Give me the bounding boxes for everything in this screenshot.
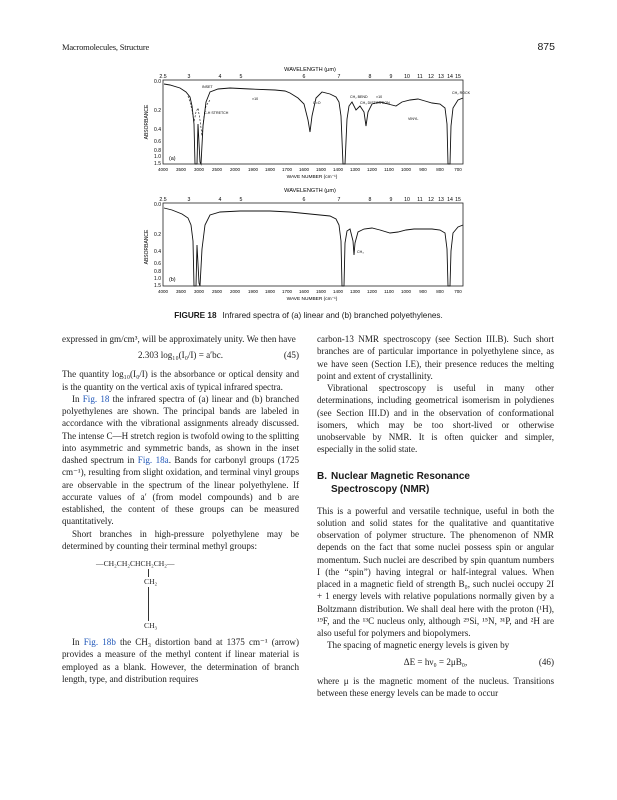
top-tick-label: 7 <box>337 197 341 203</box>
top-tick-label: 5 <box>239 197 243 203</box>
top-tick-label: 4 <box>218 197 222 203</box>
y-tick-label: 0.8 <box>154 269 161 275</box>
annotation-x10-right: ×10 <box>376 95 383 99</box>
figure-caption-text: Infrared spectra of (a) linear and (b) branched polyethylenes. <box>222 311 443 320</box>
bottom-tick-label: 1200 <box>366 167 378 172</box>
bottom-tick-label: 700 <box>454 289 462 294</box>
top-tick-label: 2.5 <box>159 197 167 203</box>
bottom-tick-label: 4000 <box>157 167 169 172</box>
bottom-tick-label: 800 <box>436 167 444 172</box>
paragraph: expressed in gm/cm³, will be approximately unity. We then have <box>62 334 296 344</box>
y-tick-label: 1.5 <box>154 283 161 289</box>
bottom-tick-label: 3500 <box>175 167 187 172</box>
bottom-axis-title-b: WAVE NUMBER (cm⁻¹) <box>286 297 338 302</box>
top-tick-label: 11 <box>417 74 423 80</box>
top-tick-label: 4 <box>218 74 222 80</box>
top-tick-label: 14 <box>447 74 453 80</box>
spectrum-trace-b <box>164 208 463 286</box>
spectrum-panel-a <box>140 64 480 186</box>
bottom-tick-label: 1100 <box>384 167 394 172</box>
bottom-tick-label: 2500 <box>211 289 223 294</box>
top-tick-label: 9 <box>389 197 393 203</box>
bottom-tick-label: 900 <box>419 289 427 294</box>
top-tick-label: 8 <box>368 197 372 203</box>
bottom-tick-label: 2500 <box>211 167 223 172</box>
annotation-ch3-distortion: CH₃ DISTORTION <box>360 101 390 105</box>
paragraph: Vibrational spectroscopy is useful in many other determinations, including geometrical isomerism in polydienes (see Section III.D) and in the observation of conformational isomers, which may be too short-lived or otherwise unobservable by NMR. It is often quicker and simpler, especially in the solid state. <box>317 383 554 455</box>
paragraph: where μ is the magnetic moment of the nucleus. Transitions between these energy levels can be made to occur <box>317 675 554 698</box>
top-tick-label: 6 <box>302 74 306 80</box>
equation-body: ΔE = hν₀ = 2μB₀, <box>403 656 468 667</box>
text-run: the CH₃ distortion band at 1375 cm⁻¹ (arrow) provides a measure of the methyl content if linear material is employed as a blank. However, the determination of branch length, type, and distribution requires <box>62 637 299 684</box>
bottom-tick-label: 1500 <box>315 167 327 172</box>
text-run: In <box>72 393 83 404</box>
bottom-tick-label: 1300 <box>349 167 361 172</box>
section-title-line2: Spectroscopy (NMR) <box>331 483 430 495</box>
annotation-ch3: CH₃ <box>357 250 364 254</box>
text-run: . Bands for carbonyl groups (1725 cm⁻¹), resulting from slight oxidation, and terminal vinyl groups are observable in the spectrum of the linear polyethylene. If accurate values of a′ (from model compounds) and b are established, the content of these groups can be measured quantitatively. <box>62 455 300 527</box>
figure-link[interactable]: Fig. 18a <box>137 455 169 465</box>
y-tick-label: 0.4 <box>154 127 161 133</box>
y-tick-label: 0.6 <box>154 261 161 267</box>
top-tick-label: 12 <box>428 74 434 80</box>
paragraph: carbon-13 NMR spectroscopy (see Section III.B). Such short branches are of particular importance in polyethylene since, as we have seen (Section I.E), their presence reduces the melting point and extent of crystallinity. <box>317 334 554 381</box>
text-run: In <box>72 637 84 647</box>
top-tick-label: 10 <box>404 74 410 80</box>
y-tick-label: 0.8 <box>154 148 161 154</box>
top-tick-label: 7 <box>337 74 341 80</box>
equation-46 <box>317 656 554 670</box>
figure-link[interactable]: Fig. 18b <box>83 637 116 647</box>
bottom-tick-label: 3000 <box>193 167 205 172</box>
top-axis-title-a: WAVELENGTH (μm) <box>284 67 336 73</box>
y-axis-title-a: ABSORBANCE <box>144 104 150 140</box>
bottom-tick-label: 1800 <box>264 289 276 294</box>
bottom-tick-label: 1500 <box>315 289 327 294</box>
y-tick-label: 1.5 <box>154 161 161 167</box>
annotation-vinyl: VINYL <box>408 117 419 121</box>
band-annotations-b <box>357 250 364 254</box>
top-tick-label: 13 <box>438 74 444 80</box>
top-tick-label: 5 <box>239 74 243 80</box>
top-tick-label: 8 <box>368 74 372 80</box>
left-column <box>62 333 299 685</box>
y-tick-label: 0.2 <box>154 232 161 238</box>
paragraph: The spacing of magnetic energy levels is given by <box>327 640 510 651</box>
y-tick-label: 0.6 <box>154 139 161 145</box>
panel-label-a: (a) <box>169 156 176 162</box>
bottom-tick-label: 3000 <box>193 289 205 294</box>
y-tick-label: 1.0 <box>154 154 161 160</box>
top-ticks-b <box>159 197 461 203</box>
bottom-tick-label: 1400 <box>332 167 344 172</box>
top-tick-label: 13 <box>438 197 444 203</box>
bottom-tick-label: 1900 <box>247 167 259 172</box>
y-tick-label: 0.0 <box>154 202 161 208</box>
bottom-tick-label: 1100 <box>384 289 394 294</box>
bottom-tick-label: 4000 <box>157 289 169 294</box>
spectrum-panel-b <box>140 185 480 307</box>
top-ticks-a <box>159 74 461 80</box>
top-tick-label: 3 <box>187 197 191 203</box>
bottom-tick-label: 1400 <box>332 289 344 294</box>
top-tick-label: 2.5 <box>159 74 167 80</box>
spectrum-trace-a <box>164 84 463 164</box>
bottom-tick-label: 1600 <box>298 289 310 294</box>
section-heading <box>317 470 554 496</box>
top-tick-label: 14 <box>447 197 453 203</box>
annotation-inset: INSET <box>202 85 213 89</box>
bottom-tick-label: 1900 <box>247 289 259 294</box>
equation-number: (46) <box>538 656 554 667</box>
bottom-tick-label: 1700 <box>281 289 293 294</box>
y-ticks-a <box>154 79 161 167</box>
right-column <box>317 333 554 699</box>
y-tick-label: 0.4 <box>154 249 161 255</box>
structure-bond <box>148 587 149 621</box>
top-tick-label: 6 <box>302 197 306 203</box>
bottom-ticks-b <box>158 289 462 294</box>
y-tick-label: 0.2 <box>154 108 161 114</box>
branch-structure <box>62 554 299 632</box>
page-number: 875 <box>537 41 555 53</box>
equation-45 <box>62 349 299 363</box>
top-tick-label: 3 <box>187 74 191 80</box>
top-tick-label: 15 <box>455 74 461 80</box>
top-axis-title-b: WAVELENGTH (μm) <box>284 188 336 194</box>
running-head: Macromolecules, Structure <box>62 42 150 52</box>
structure-branch-1: CH₂ <box>144 577 158 586</box>
y-tick-label: 0.0 <box>154 79 161 85</box>
y-axis-title-b: ABSORBANCE <box>144 229 150 265</box>
annotation-ch2-bend: CH₂ BEND <box>350 95 368 99</box>
paragraph <box>62 393 299 528</box>
bottom-tick-label: 2000 <box>229 167 241 172</box>
figure-caption <box>62 311 555 320</box>
top-tick-label: 10 <box>404 197 410 203</box>
bottom-axis-title-a: WAVE NUMBER (cm⁻¹) <box>286 175 338 180</box>
bottom-tick-label: 1000 <box>400 167 412 172</box>
paragraph: This is a powerful and versatile technique, useful in both the solution and solid states for the qualitative and quantitative observation of polymer structure. The phenomenon of NMR depends on the fact that some nuclei possess spin or angular momentum. Such nuclei are described by spin quantum numbers I (the “spin”) having integral or half-integral values. When placed in a magnetic field of strength B₀, such nuclei occupy 2I + 1 energy levels with relative populations normally given by a Boltzmann distribution. We shall deal here with the proton (¹H), ¹⁹F, and the ¹³C nucleus only, although ²⁹Si, ¹⁵N, ³¹P, and ²H are also useful for polymers and biopolymers. <box>317 505 554 638</box>
bottom-tick-label: 1700 <box>281 167 293 172</box>
bottom-tick-label: 1300 <box>349 289 361 294</box>
y-ticks-b <box>154 202 161 289</box>
figure-label: FIGURE 18 <box>174 311 217 320</box>
section-title-line1: Nuclear Magnetic Resonance <box>331 470 470 482</box>
y-tick-label: 1.0 <box>154 276 161 282</box>
bottom-tick-label: 800 <box>436 289 444 294</box>
bottom-tick-label: 3500 <box>175 289 187 294</box>
top-tick-label: 15 <box>455 197 461 203</box>
plot-frame-a <box>163 80 463 164</box>
bottom-tick-label: 900 <box>419 167 427 172</box>
bottom-tick-label: 1000 <box>400 289 412 294</box>
annotation-carbonyl: C=O <box>313 101 321 105</box>
paragraph: Short branches in high-pressure polyethylene may be determined by counting their terminal methyl groups: <box>62 528 299 551</box>
annotation-ch-stretch: C-H STRETCH <box>204 111 229 115</box>
bottom-tick-label: 700 <box>454 167 462 172</box>
bottom-tick-label: 1200 <box>366 289 378 294</box>
top-tick-label: 9 <box>389 74 393 80</box>
bottom-tick-label: 2000 <box>229 289 241 294</box>
bottom-tick-label: 1600 <box>298 167 310 172</box>
equation-body: 2.303 log₁₀(I₀/I) = a′bc. <box>137 350 224 361</box>
figure-link[interactable]: Fig. 18 <box>82 393 110 404</box>
structure-main-chain: —CH₂CH₂CHCH₂CH₂— <box>96 559 175 568</box>
plot-frame-b <box>163 203 463 286</box>
bottom-tick-label: 1800 <box>264 167 276 172</box>
top-tick-label: 11 <box>417 197 423 203</box>
band-annotations-a <box>202 85 471 121</box>
section-number: B. <box>317 470 327 482</box>
top-tick-label: 12 <box>428 197 434 203</box>
annotation-ch2-rock: CH₂ ROCK <box>452 91 470 95</box>
panel-label-b: (b) <box>169 277 176 283</box>
text-run: the infrared spectra of (a) linear and (b) branched polyethylenes are shown. The principal bands are labeled in accordance with the vibrational assignments already discussed. The intense C—H stretch region is twofold owing to the splitting into asymmetric and symmetric bands, as shown in the inset dashed spectrum in <box>62 393 299 465</box>
annotation-x10-left: ×10 <box>252 97 259 101</box>
paragraph: The quantity log₁₀(I₀/I) is the absorbance or optical density and is the quantity on the vertical axis of typical infrared spectra. <box>62 369 299 392</box>
equation-number: (45) <box>283 350 299 361</box>
bottom-ticks-a <box>158 167 462 172</box>
paragraph <box>62 636 299 685</box>
structure-branch-2: CH₃ <box>144 621 158 630</box>
